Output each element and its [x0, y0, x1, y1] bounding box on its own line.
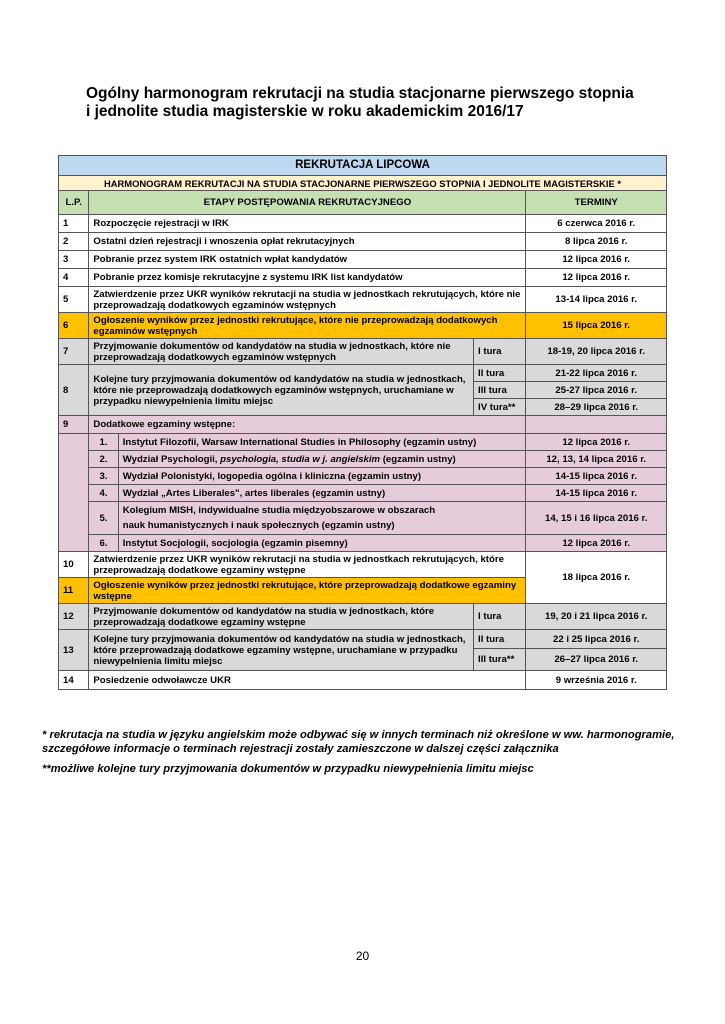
row-lp: 8 — [59, 365, 89, 416]
exam-row — [59, 434, 667, 451]
row-date: 9 września 2016 r. — [526, 671, 667, 690]
exam-lp-spacer — [59, 434, 89, 552]
row-lp: 4 — [59, 269, 89, 287]
row-text: Kolejne tury przyjmowania dokumentów od kandydatów na studia w jednostkach, które nie przeprowadzają dodatkowych egzaminów wstępnych, uruchamiane w przypadku niewypełnienia limitu miejsc — [89, 365, 474, 416]
row-text: Zatwierdzenie przez UKR wyników rekrutacji na studia w jednostkach rekrutujących, które przeprowadzają dodatkowe egzaminy wstępne — [89, 552, 526, 578]
table-row — [59, 671, 667, 690]
exam-date: 14-15 lipca 2016 r. — [526, 485, 667, 502]
row-tura: II tura — [474, 630, 526, 649]
row-date: 12 lipca 2016 r. — [526, 251, 667, 269]
exam-number: 5. — [89, 502, 118, 535]
table-row — [59, 287, 667, 313]
row-text: Ogłoszenie wyników przez jednostki rekrutujące, które przeprowadzają dodatkowe egzaminy wstępne — [89, 578, 526, 604]
table-row — [59, 604, 667, 630]
row-tura: I tura — [474, 604, 526, 630]
row-date: 13-14 lipca 2016 r. — [526, 287, 667, 313]
table-row — [59, 215, 667, 233]
table-row-highlight — [59, 313, 667, 339]
table-row — [59, 365, 667, 382]
row-lp: 7 — [59, 339, 89, 365]
exam-row — [59, 468, 667, 485]
row-text: Posiedzenie odwoławcze UKR — [89, 671, 526, 690]
row-date: 6 czerwca 2016 r. — [526, 215, 667, 233]
row-lp: 2 — [59, 233, 89, 251]
row-text: Rozpoczęcie rejestracji w IRK — [89, 215, 526, 233]
page-number: 20 — [355, 949, 370, 963]
row-text: Przyjmowanie dokumentów od kandydatów na studia w jednostkach, które przeprowadzają dodatkowe egzaminy wstępne — [89, 604, 474, 630]
exam-text: Wydział „Artes Liberales", artes liberales (egzamin ustny) — [118, 485, 526, 502]
row-text: Dodatkowe egzaminy wstępne: — [89, 416, 526, 434]
exam-text-line2: nauk humanistycznych i nauk społecznych (egzamin ustny) — [122, 520, 395, 531]
row-text: Pobranie przez system IRK ostatnich wpłat kandydatów — [89, 251, 526, 269]
row-lp: 9 — [59, 416, 89, 434]
exam-date: 12 lipca 2016 r. — [526, 434, 667, 451]
row-date: 18 lipca 2016 r. — [526, 552, 667, 604]
table-header-sub — [59, 176, 667, 191]
exam-date: 14, 15 i 16 lipca 2016 r. — [526, 502, 667, 535]
row-date-empty — [526, 416, 667, 434]
row-date: 21-22 lipca 2016 r. — [526, 365, 667, 382]
exam-row — [59, 451, 667, 468]
row-tura: III tura** — [474, 649, 526, 671]
table-header-main — [59, 156, 667, 176]
table-row — [59, 416, 667, 434]
col-header-terminy: TERMINY — [526, 191, 667, 215]
exam-date: 14-15 lipca 2016 r. — [526, 468, 667, 485]
header-rekrutacja-lipcowa: REKRUTACJA LIPCOWA — [59, 156, 667, 176]
page-title-line1: Ogólny harmonogram rekrutacji na studia stacjonarne pierwszego stopnia — [86, 85, 634, 102]
table-row — [59, 552, 667, 578]
exam-text: Instytut Filozofii, Warsaw International Studies in Philosophy (egzamin ustny) — [118, 434, 526, 451]
exam-row — [59, 535, 667, 552]
row-date: 8 lipca 2016 r. — [526, 233, 667, 251]
row-tura: II tura — [474, 365, 526, 382]
row-date: 28–29 lipca 2016 r. — [526, 399, 667, 416]
col-header-etapy: ETAPY POSTĘPOWANIA REKRUTACYJNEGO — [89, 191, 526, 215]
exam-number: 3. — [89, 468, 118, 485]
row-lp: 3 — [59, 251, 89, 269]
page-title — [86, 85, 646, 121]
row-lp: 11 — [59, 578, 89, 604]
row-tura: I tura — [474, 339, 526, 365]
exam-row — [59, 485, 667, 502]
row-date: 19, 20 i 21 lipca 2016 r. — [526, 604, 667, 630]
header-harmonogram: HARMONOGRAM REKRUTACJI NA STUDIA STACJONARNE PIERWSZEGO STOPNIA I JEDNOLITE MAGISTERSKIE * — [59, 176, 667, 191]
exam-text-post: (egzamin ustny) — [380, 453, 456, 465]
exam-number: 6. — [89, 535, 118, 552]
row-text: Ostatni dzień rejestracji i wnoszenia opłat rekrutacyjnych — [89, 233, 526, 251]
exam-row — [59, 502, 667, 535]
exam-number: 2. — [89, 451, 118, 468]
exam-number: 4. — [89, 485, 118, 502]
column-header-row — [59, 191, 667, 215]
row-tura: III tura — [474, 382, 526, 399]
row-date: 15 lipca 2016 r. — [526, 313, 667, 339]
table-row — [59, 339, 667, 365]
row-text: Zatwierdzenie przez UKR wyników rekrutacji na studia w jednostkach rekrutujących, które nie przeprowadzają dodatkowych egzaminów wstępnych — [89, 287, 526, 313]
recruitment-schedule-table — [58, 155, 667, 690]
exam-text-pre: Wydział Psychologii, — [122, 453, 221, 465]
exam-text-line1: Kolegium MISH, indywidualne studia międzyobszarowe w obszarach — [122, 505, 436, 516]
row-date: 12 lipca 2016 r. — [526, 269, 667, 287]
table-row — [59, 251, 667, 269]
exam-number: 1. — [89, 434, 118, 451]
footnote-1: * rekrutacja na studia w języku angielskim może odbywać się w innych terminach niż określone w ww. harmonogramie, szczegółowe informacje o terminach rejestracji zostały zamieszczone w dalszej części załącznika — [42, 729, 675, 755]
row-text: Pobranie przez komisje rekrutacyjne z systemu IRK list kandydatów — [89, 269, 526, 287]
table-row — [59, 630, 667, 649]
exam-text: Instytut Socjologii, socjologia (egzamin pisemny) — [118, 535, 526, 552]
col-header-lp: L.P. — [59, 191, 89, 215]
row-text: Ogłoszenie wyników przez jednostki rekrutujące, które nie przeprowadzają dodatkowych egzaminów wstępnych — [89, 313, 526, 339]
row-lp: 13 — [59, 630, 89, 671]
table-row — [59, 269, 667, 287]
footnote-2: **możliwe kolejne tury przyjmowania dokumentów w przypadku niewypełnienia limitu miejsc — [42, 763, 534, 775]
row-lp: 6 — [59, 313, 89, 339]
row-lp: 12 — [59, 604, 89, 630]
row-tura: IV tura** — [474, 399, 526, 416]
exam-date: 12, 13, 14 lipca 2016 r. — [526, 451, 667, 468]
row-lp: 10 — [59, 552, 89, 578]
row-date: 25-27 lipca 2016 r. — [526, 382, 667, 399]
exam-text: Wydział Polonistyki, logopedia ogólna i kliniczna (egzamin ustny) — [118, 468, 526, 485]
exam-text — [118, 502, 526, 535]
footnotes — [42, 728, 692, 782]
page-title-line2: i jednolite studia magisterskie w roku akademickim 2016/17 — [86, 103, 524, 120]
exam-date: 12 lipca 2016 r. — [526, 535, 667, 552]
row-lp: 14 — [59, 671, 89, 690]
exam-text-italic: psychologia, studia w j. angielskim — [220, 453, 381, 465]
row-date: 26–27 lipca 2016 r. — [526, 649, 667, 671]
row-date: 22 i 25 lipca 2016 r. — [526, 630, 667, 649]
row-lp: 1 — [59, 215, 89, 233]
row-lp: 5 — [59, 287, 89, 313]
row-text: Kolejne tury przyjmowania dokumentów od kandydatów na studia w jednostkach, które przeprowadzają dodatkowe egzaminy wstępne, uruchamiane w przypadku niewypełnienia limitu miejsc — [89, 630, 474, 671]
row-date: 18-19, 20 lipca 2016 r. — [526, 339, 667, 365]
exam-text — [118, 451, 526, 468]
table-row — [59, 233, 667, 251]
row-text: Przyjmowanie dokumentów od kandydatów na studia w jednostkach, które nie przeprowadzają dodatkowych egzaminów wstępnych — [89, 339, 474, 365]
